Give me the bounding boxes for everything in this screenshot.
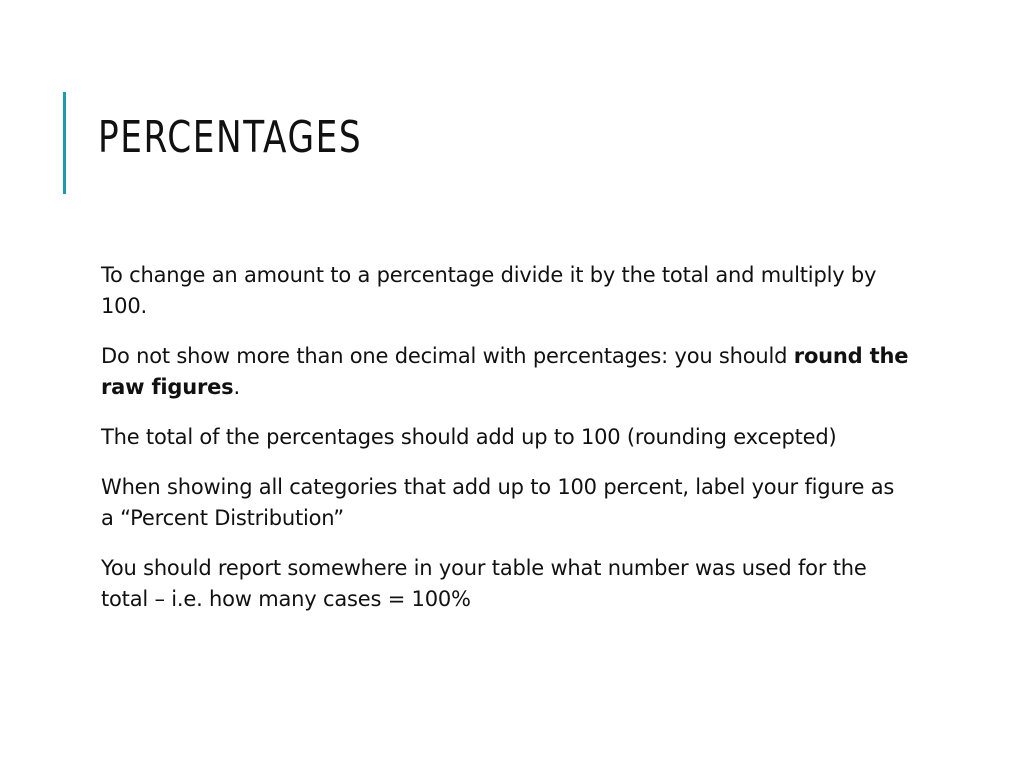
slide-body <box>101 260 911 634</box>
slide-title: PERCENTAGES <box>98 112 363 163</box>
paragraph-2-bold: round the raw figures <box>101 344 909 399</box>
paragraph-1: To change an amount to a percentage divide it by the total and multiply by 100. <box>101 263 877 318</box>
paragraph-5: You should report somewhere in your table what number was used for the total – i.e. how many cases = 100% <box>101 556 867 611</box>
paragraph-4: When showing all categories that add up to 100 percent, label your figure as a “Percent Distribution” <box>101 475 895 530</box>
paragraph-2 <box>101 341 911 403</box>
paragraph-2-text: Do not show more than one decimal with percentages: you should <box>101 344 794 368</box>
paragraph-3: The total of the percentages should add up to 100 (rounding excepted) <box>101 425 837 449</box>
title-accent-bar <box>63 92 66 194</box>
paragraph-2-after: . <box>233 375 240 399</box>
